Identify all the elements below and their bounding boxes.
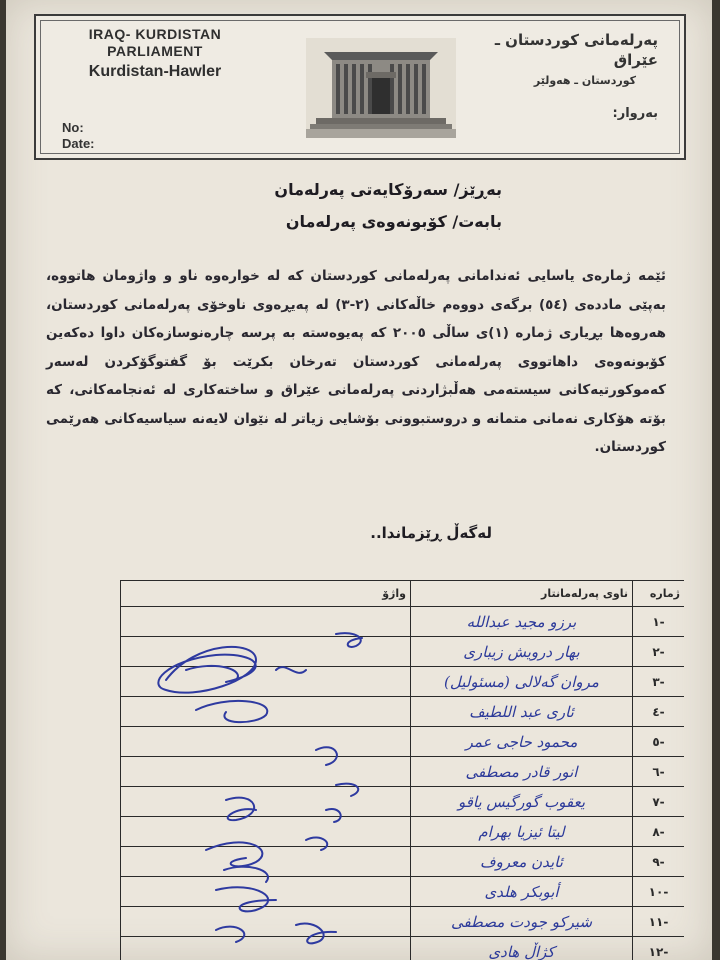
signature-cell [121,877,411,907]
header-signature: واژۆ [121,581,411,607]
table-row [121,727,685,757]
addressee-line: بەڕێز/ سەرۆکایەتی پەرلەمان [274,180,502,199]
signature-cell [121,667,411,697]
letterhead-en-line3: Kurdistan-Hawler [88,63,222,80]
letterhead-date-kurdish [613,106,658,121]
row-number: -١٠ [633,877,685,907]
closing-line: لەگەڵ ڕێزماندا.. [370,524,492,542]
signature-cell [121,847,411,877]
table-row [121,937,685,960]
table-row [121,637,685,667]
member-name: محمود حاجی عمر [411,727,633,757]
member-name: برزو مجید عبداللە [411,607,633,637]
signature-cell [121,937,411,960]
letterhead-en-line2: PARLIAMENT [107,43,203,59]
header-number: ژمارە [633,581,685,607]
signature-cell [121,637,411,667]
signatures-table-wrapper [120,580,684,960]
letterhead [34,14,686,160]
table-row [121,787,685,817]
letterhead-english [60,26,250,82]
row-number: -٣ [633,667,685,697]
member-name: کژاڵ هادی [411,937,633,960]
document-paper [6,0,712,960]
table-row [121,697,685,727]
row-number: -٤ [633,697,685,727]
table-row [121,877,685,907]
letterhead-kurdish [458,30,658,92]
member-name: انور قادر مصطفی [411,757,633,787]
header-name: ناوی پەرلەمانتار [411,581,633,607]
row-number: -٨ [633,817,685,847]
signatures-table [120,580,684,960]
table-row [121,847,685,877]
table-row [121,907,685,937]
member-name: لیتا ئیزیا بهرام [411,817,633,847]
member-name: شیرکو جودت مصطفی [411,907,633,937]
member-name: بهار درویش زیباری [411,637,633,667]
row-number: -١ [633,607,685,637]
row-number: -٧ [633,787,685,817]
member-name: یعقوب گورگیس یاقو [411,787,633,817]
table-row [121,817,685,847]
signature-cell [121,607,411,637]
parliament-building-emblem [306,38,456,138]
no-label: No: [62,120,84,135]
address-block [274,174,502,238]
member-name: أبوبکر هلدی [411,877,633,907]
table-row [121,757,685,787]
subject-line: بابەت/ کۆبونەوەی پەرلەمان [285,212,502,231]
signature-cell [121,817,411,847]
ar-date-label: بەروار: [612,106,658,121]
member-name: مروان گەلالی (مسئولیل) [411,667,633,697]
signature-cell [121,757,411,787]
letter-body: ئێمە ژمارەی یاسایی ئەندامانی پەرلەمانی کوردستان کە لە خوارەوە ناو و واژومان هاتووە، بەپێی ماددەی (٥٤) برگەی دووەم خاڵەکانی (٢-٣) لە پەیڕەوی ناوخۆی پەرلەمانی کوردستان، هەروەها بڕیاری ژمارە (١)ی ساڵی ٢٠٠٥ کە پەیوەستە بە پرسە چارەنوسازەکان داوا دەکەین کۆبونەوەی داهاتووی پەرلەمانی کوردستان تەرخان بکرێت بۆ گفتوگۆکردن لەسەر کەموکورتیەکانی سیستەمی هەڵبژاردنی پەرلەمانی عێراق و ساختەکاری لە ئەنجامەکانی، کە بۆتە هۆکاری نەمانی متمانە و دروستبوونی بۆشایی زیاتر لە نێوان لایەنە سیاسیەکانی هەرێمی کوردستان. [46,268,667,455]
table-row [121,607,685,637]
row-number: -٦ [633,757,685,787]
row-number: -١١ [633,907,685,937]
row-number: -٢ [633,637,685,667]
letterhead-number-date [62,120,95,152]
table-row [121,667,685,697]
signature-cell [121,697,411,727]
letterhead-ar-line1: پەرلەمانی کوردستان ـ عێراق [494,31,658,69]
member-name: ئاری عبد اللطیف [411,697,633,727]
signature-cell [121,907,411,937]
signature-cell [121,727,411,757]
member-name: ئایدن معروف [411,847,633,877]
row-number: -٥ [633,727,685,757]
date-label: Date: [62,136,95,151]
letterhead-en-line1: IRAQ- KURDISTAN [88,26,222,42]
signature-cell [121,787,411,817]
row-number: -١٢ [633,937,685,960]
row-number: -٩ [633,847,685,877]
letterhead-ar-line2: کوردستان ـ هەولێر [533,74,636,87]
table-header-row [121,581,685,607]
